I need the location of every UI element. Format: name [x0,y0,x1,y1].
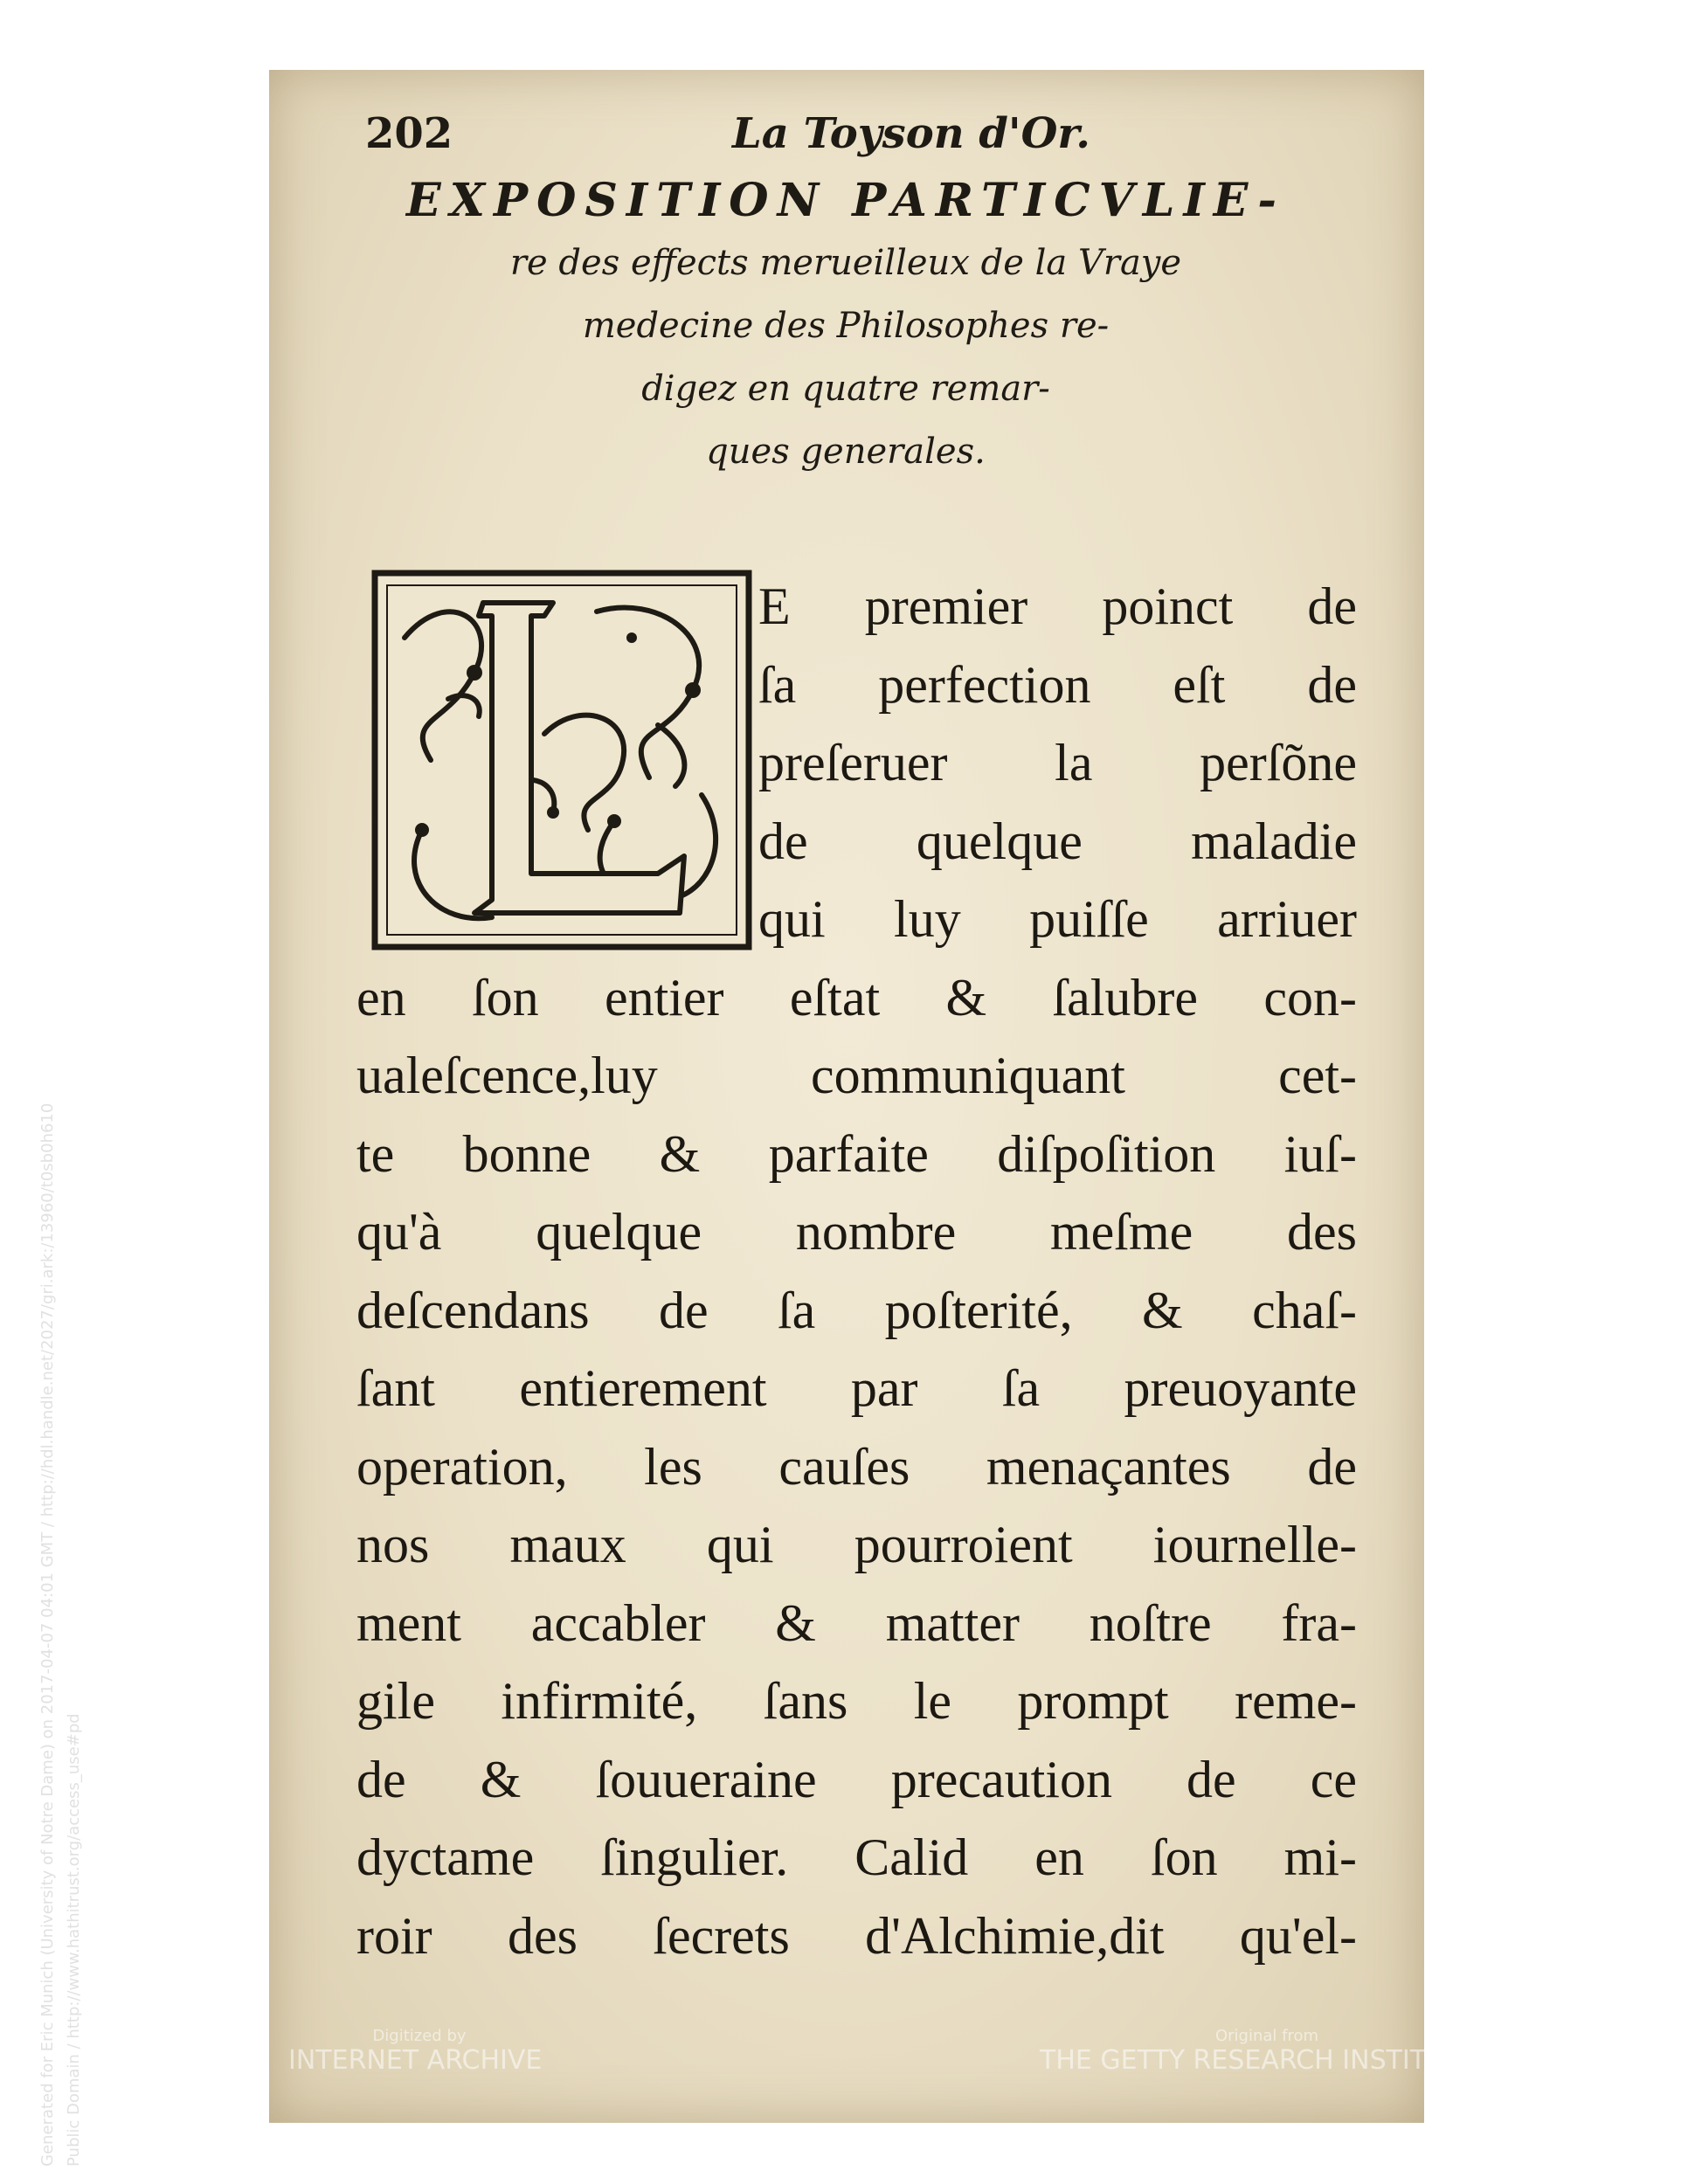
credit-source: THE GETTY RESEARCH INSTITUTE [1040,2045,1478,2076]
text-line: de quelque maladie [758,812,1357,870]
text-line: E premier poinct de [758,577,1357,635]
side-watermark [35,804,87,2167]
heading-line: ques generales. [706,432,986,472]
text-line: preſeruer la perſõne [758,734,1357,791]
text-line: ualeſcence,luy communiquant cet- [356,1047,1357,1104]
credit-label: Digitized by [372,2027,467,2045]
heading-line: medecine des Philosophes re- [582,306,1110,346]
text-line: operation, les cauſes menaçantes de [356,1437,1357,1496]
text-line: ſant entierement par ſa preuoyante [356,1359,1357,1417]
text-line: qui luy puiſſe arriuer [758,890,1357,948]
watermark-line-2: Public Domain / http://www.hathitrust.org/access_use#pd [65,1713,83,2167]
running-title: La Toyson d'Or. [732,109,1090,158]
text-line: en ſon entier eſtat & ſalubre con- [356,968,1357,1026]
book-page [269,70,1424,2123]
text-line: deſcendans de ſa poſterité, & chaſ- [356,1281,1357,1339]
original-from-credit [1040,2027,1494,2076]
heading-line: EXPOSITION PARTICVLIE- [406,174,1285,227]
credit-source: INTERNET ARCHIVE [288,2045,543,2076]
section-heading [374,170,1318,483]
text-line: nos maux qui pourroient iournelle- [356,1516,1357,1573]
text-line: te bonne & parfaite diſpoſition iuſ- [356,1124,1357,1183]
text-line: gile infirmité, ſans le prompt reme- [356,1672,1357,1730]
heading-line: digez en quatre remar- [641,369,1050,409]
text-line: ſa perfection eſt de [758,655,1357,714]
text-line: de & ſouueraine precaution de ce [356,1750,1357,1808]
text-line: qu'à quelque nombre meſme des [356,1203,1357,1261]
text-line: dyctame ſingulier. Calid en ſon mi- [356,1828,1357,1886]
text-line: ment accabler & matter noſtre fra- [356,1593,1357,1652]
body-text [356,568,1357,1975]
credit-label: Original from [1214,2027,1319,2045]
heading-line: re des effects merueilleux de la Vraye [509,243,1182,283]
page-number: 202 [365,109,453,158]
watermark-line-1: Generated for Eric Munich (University of Notre Dame) on 2017-04-07 04:01 GMT / http://hdl.handle.net/2027/gri.ark:/13960/t0sb0h610 [38,1102,57,2167]
text-line: roir des ſecrets d'Alchimie,dit qu'el- [356,1906,1357,1965]
digitized-by-credit [288,2027,550,2076]
